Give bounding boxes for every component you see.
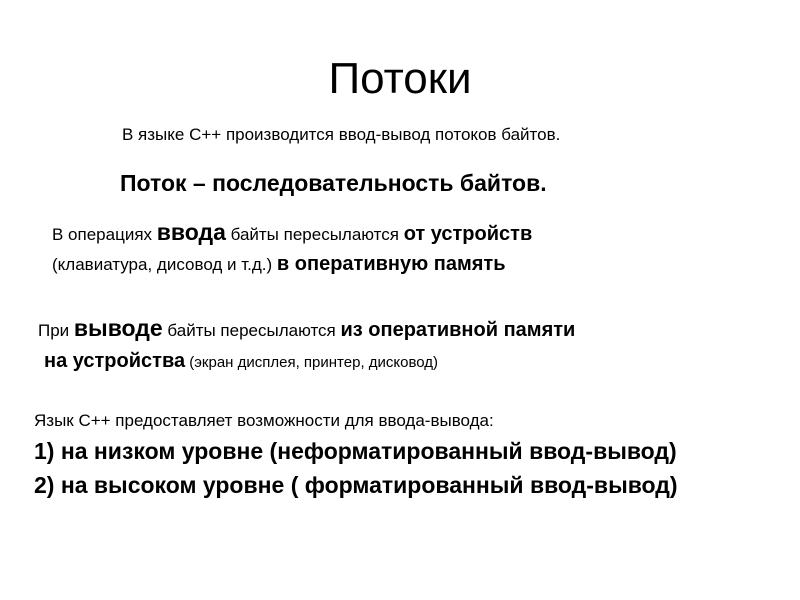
slide-title: Потоки bbox=[328, 54, 472, 103]
output-pre-text: При bbox=[38, 321, 74, 340]
input-devices-note: (клавиатура, дисовод и т.д.) bbox=[52, 255, 277, 274]
input-keyword: ввода bbox=[156, 219, 226, 245]
level-item-high: 2) на высоком уровне ( форматированный ввод-вывод) bbox=[34, 472, 678, 498]
output-keyword: выводе bbox=[73, 315, 163, 341]
output-devices-note: (экран дисплея, принтер, дисковод) bbox=[185, 354, 439, 371]
output-destination: на устройства bbox=[44, 350, 186, 372]
input-source: от устройств bbox=[403, 223, 533, 245]
input-line-1 bbox=[52, 221, 532, 244]
output-mid-text: байты пересылаются bbox=[162, 321, 341, 340]
capabilities-intro: Язык С++ предоставляет возможности для ввода-вывода: bbox=[34, 411, 494, 430]
intro-text: В языке С++ производится ввод-вывод потоков байтов. bbox=[122, 125, 561, 144]
input-destination: в оперативную память bbox=[276, 253, 506, 275]
input-line-2 bbox=[52, 254, 506, 274]
output-line-2 bbox=[44, 351, 438, 371]
input-pre-text: В операциях bbox=[52, 225, 157, 244]
level-item-low: 1) на низком уровне (неформатированный ввод-вывод) bbox=[34, 438, 677, 464]
output-source: из оперативной памяти bbox=[340, 319, 576, 341]
input-mid-text: байты пересылаются bbox=[225, 225, 404, 244]
stream-definition: Поток – последовательность байтов. bbox=[120, 170, 547, 196]
output-line-1 bbox=[38, 317, 575, 340]
